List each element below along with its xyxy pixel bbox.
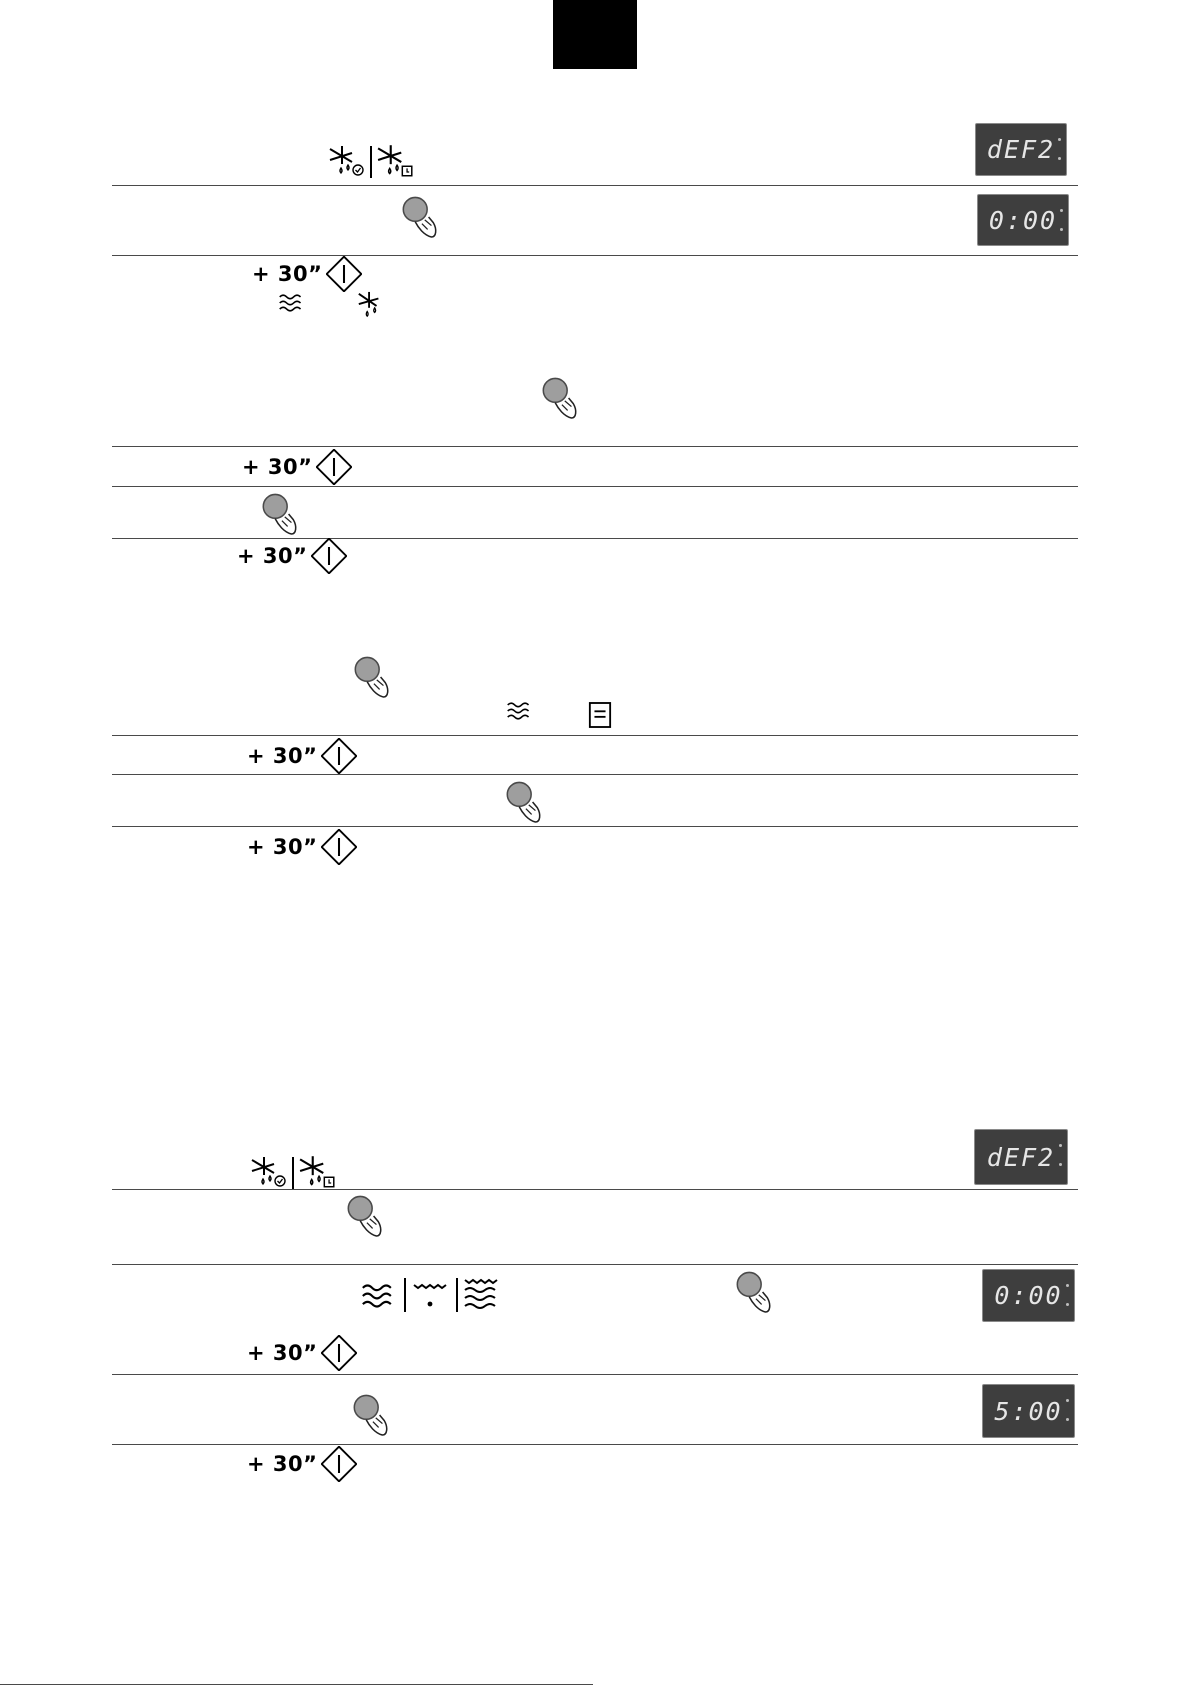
start-button[interactable]	[247, 829, 357, 865]
lcd-display	[982, 1384, 1075, 1438]
microwave-waves-icon	[360, 1282, 396, 1310]
selector-knob-icon[interactable]	[344, 1192, 386, 1240]
start-button[interactable]	[242, 449, 352, 485]
selector-knob-icon[interactable]	[539, 374, 581, 422]
start-button-label: + 30”	[252, 261, 323, 286]
section-divider	[112, 826, 1078, 827]
page-tab-marker	[553, 0, 637, 69]
section-divider	[112, 735, 1078, 736]
lcd-display	[974, 1129, 1068, 1185]
start-button[interactable]	[252, 256, 362, 292]
start-diamond-icon	[321, 1335, 357, 1371]
section-divider	[112, 1444, 1078, 1445]
start-button-label: + 30”	[247, 834, 318, 859]
section-divider	[112, 185, 1078, 186]
icon-separator	[370, 146, 372, 178]
lcd-display	[977, 194, 1069, 246]
start-diamond-icon	[326, 256, 362, 292]
start-button[interactable]	[247, 1446, 357, 1482]
icon-separator	[404, 1278, 406, 1312]
start-button-label: + 30”	[247, 1451, 318, 1476]
start-button[interactable]	[247, 738, 357, 774]
recipe-book-icon	[588, 701, 612, 729]
selector-knob-icon[interactable]	[259, 490, 301, 538]
selector-knob-icon[interactable]	[351, 653, 393, 701]
display-reading: dEF2	[986, 1142, 1056, 1172]
start-diamond-icon	[316, 449, 352, 485]
combination-icon	[461, 1276, 501, 1316]
microwave-waves-icon	[278, 292, 304, 314]
selector-knob-icon[interactable]	[733, 1268, 775, 1316]
start-button-label: + 30”	[242, 454, 313, 479]
start-button-label: + 30”	[247, 743, 318, 768]
display-reading: dEF2	[986, 135, 1056, 164]
lcd-display	[975, 123, 1067, 176]
selector-knob-icon[interactable]	[399, 193, 441, 241]
grill-icon	[410, 1278, 450, 1312]
section-divider	[112, 446, 1078, 447]
start-diamond-icon	[321, 829, 357, 865]
section-divider	[112, 1189, 1078, 1190]
display-reading: 0:00	[988, 205, 1058, 235]
start-diamond-icon	[311, 538, 347, 574]
icon-separator	[292, 1157, 294, 1189]
section-divider	[112, 1374, 1078, 1375]
start-button[interactable]	[247, 1335, 357, 1371]
defrost-icon	[356, 291, 384, 319]
selector-knob-icon[interactable]	[350, 1391, 392, 1439]
defrost-time-icon	[298, 1155, 338, 1189]
display-reading: 0:00	[994, 1281, 1063, 1310]
section-divider	[112, 774, 1078, 775]
start-button[interactable]	[237, 538, 347, 574]
start-button-label: + 30”	[237, 543, 308, 568]
section-divider	[112, 1264, 1078, 1265]
defrost-time-icon	[376, 144, 416, 178]
start-button-label: + 30”	[247, 1340, 318, 1365]
defrost-weight-icon	[328, 144, 366, 178]
defrost-weight-icon	[250, 1155, 288, 1189]
icon-separator	[456, 1278, 458, 1312]
microwave-waves-icon	[506, 700, 532, 722]
display-reading: 5:00	[994, 1396, 1063, 1426]
start-diamond-icon	[321, 1446, 357, 1482]
section-divider	[112, 486, 1078, 487]
lcd-display	[982, 1269, 1075, 1322]
start-diamond-icon	[321, 738, 357, 774]
selector-knob-icon[interactable]	[503, 778, 545, 826]
